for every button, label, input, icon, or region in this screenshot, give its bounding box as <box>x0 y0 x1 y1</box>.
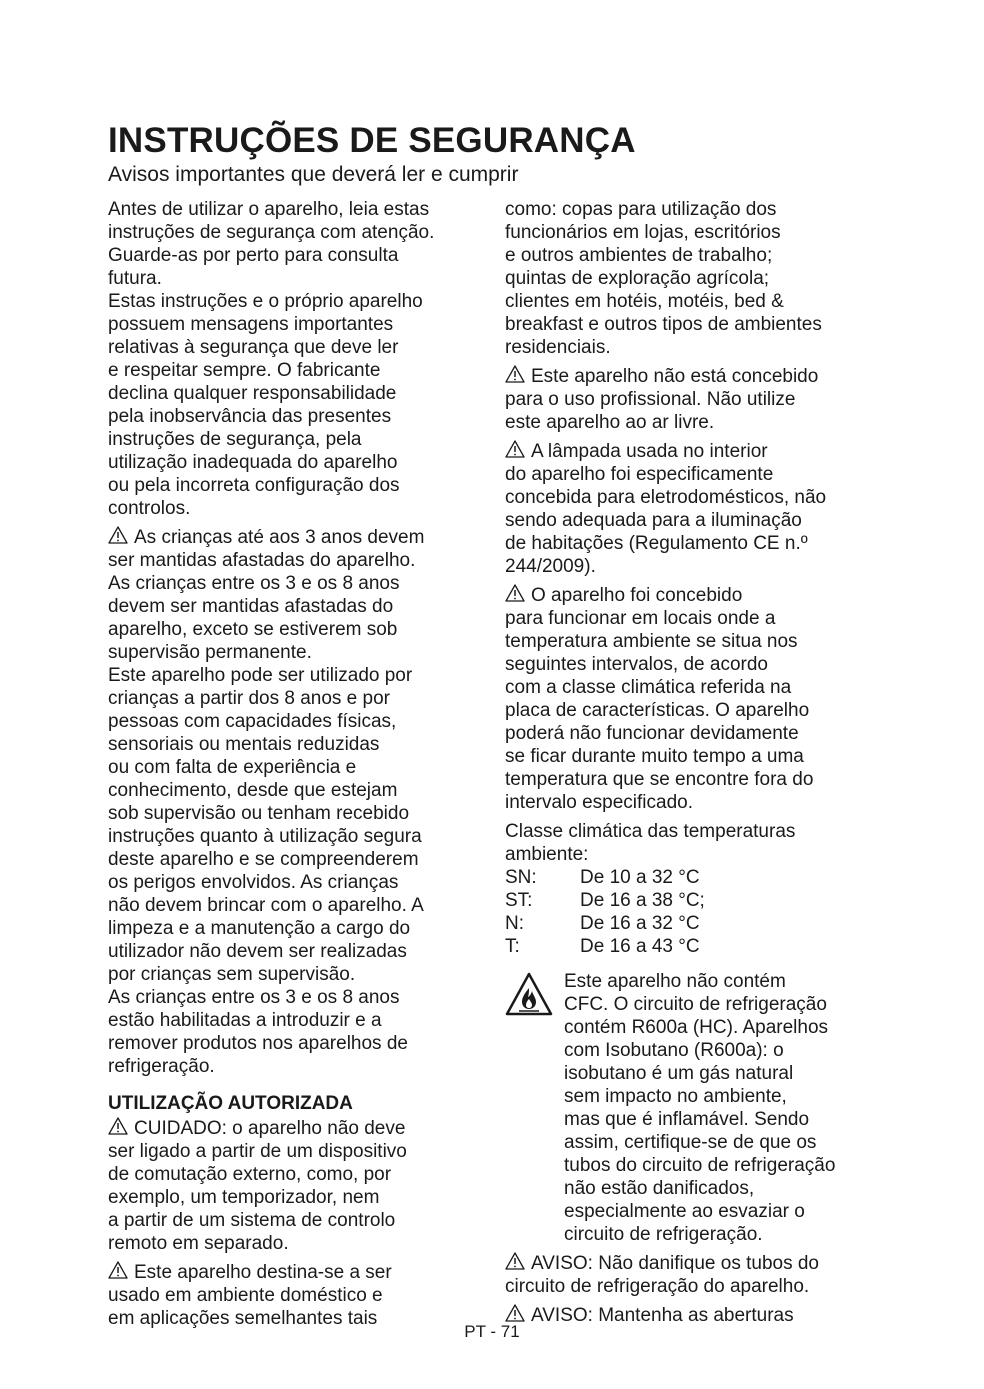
text-line: poderá não funcionar devidamente <box>505 723 799 744</box>
climate-class-code: T: <box>505 936 520 957</box>
text-line: Guarde-as por perto para consulta <box>108 245 399 266</box>
text-line: controlos. <box>108 498 191 519</box>
climate-class-range: De 16 a 32 °C <box>580 913 700 934</box>
warning-triangle-icon <box>505 365 525 383</box>
text-line: declina qualquer responsabilidade <box>108 383 397 404</box>
text-line: os perigos envolvidos. As crianças <box>108 872 399 893</box>
text-line: não devem brincar com o aparelho. A <box>108 895 424 916</box>
temperature-warning <box>505 584 877 814</box>
caution-warning <box>108 1117 480 1255</box>
text-line: temperatura ambiente se situa nos <box>505 631 798 652</box>
warning-triangle-icon <box>108 526 128 544</box>
text-line: pela inobservância das presentes <box>108 406 392 427</box>
text-line: especialmente ao esvaziar o <box>564 1201 805 1222</box>
text-line: de comutação externo, como, por <box>108 1164 392 1185</box>
warning-text: AVISO: Não danifique os tubos do <box>531 1253 819 1274</box>
text-line: para o uso profissional. Não utilize <box>505 389 796 410</box>
text-line: em aplicações semelhantes tais <box>108 1308 378 1329</box>
lamp-warning <box>505 440 877 578</box>
text-line: Estas instruções e o próprio aparelho <box>108 291 423 312</box>
text-line: estão habilitadas a introduzir e a <box>108 1010 382 1031</box>
text-line: remover produtos nos aparelhos de <box>108 1033 408 1054</box>
text-line: limpeza e a manutenção a cargo do <box>108 918 411 939</box>
professional-use-warning <box>505 365 877 434</box>
climate-class-code: ST: <box>505 890 533 911</box>
text-line: 244/2009). <box>505 556 596 577</box>
warning-text: O aparelho foi concebido <box>531 585 743 606</box>
text-line: placa de características. O aparelho <box>505 700 810 721</box>
text-line: possuem mensagens importantes <box>108 314 394 335</box>
text-line: do aparelho foi especificamente <box>505 464 774 485</box>
text-line: aparelho, exceto se estiverem sob <box>108 619 398 640</box>
text-line: Este aparelho pode ser utilizado por <box>108 665 413 686</box>
text-line: ser ligado a partir de um dispositivo <box>108 1141 407 1162</box>
text-line: isobutano é um gás natural <box>564 1063 794 1084</box>
text-line: por crianças sem supervisão. <box>108 964 356 985</box>
text-line: instruções quanto à utilização segura <box>108 826 422 847</box>
text-line: As crianças entre os 3 e os 8 anos <box>108 573 400 594</box>
text-line: usado em ambiente doméstico e <box>108 1285 383 1306</box>
warning-triangle-icon <box>505 1252 525 1270</box>
warning-triangle-icon <box>108 1261 128 1279</box>
climate-class-code: N: <box>505 913 524 934</box>
children-warning <box>108 526 480 1078</box>
text-line: exemplo, um temporizador, nem <box>108 1187 380 1208</box>
warning-text: Este aparelho destina-se a ser <box>134 1262 392 1283</box>
warning-text: Este aparelho não está concebido <box>531 366 819 387</box>
climate-class-section <box>505 820 877 958</box>
text-line: mas que é inflamável. Sendo <box>564 1109 810 1130</box>
page-title: INSTRUÇÕES DE SEGURANÇA <box>108 121 636 160</box>
text-line: clientes em hotéis, motéis, bed & <box>505 291 784 312</box>
warning-text: AVISO: Mantenha as aberturas <box>531 1305 794 1326</box>
text-line: As crianças entre os 3 e os 8 anos <box>108 987 400 1008</box>
text-line: e respeitar sempre. O fabricante <box>108 360 381 381</box>
continuation-paragraph <box>505 198 877 359</box>
text-line: temperatura que se encontre fora do <box>505 769 814 790</box>
text-line: como: copas para utilização dos <box>505 199 777 220</box>
warning-triangle-icon <box>505 1304 525 1322</box>
text-line: deste aparelho e se compreenderem <box>108 849 419 870</box>
text-line: remoto em separado. <box>108 1233 289 1254</box>
text-line: e outros ambientes de trabalho; <box>505 245 773 266</box>
intro-paragraph <box>108 198 480 520</box>
text-line: assim, certifique-se de que os <box>564 1132 817 1153</box>
text-line: futura. <box>108 268 162 289</box>
climate-class-code: SN: <box>505 867 537 888</box>
text-line: de habitações (Regulamento CE n.º <box>505 533 808 554</box>
climate-class-range: De 10 a 32 °C <box>580 867 700 888</box>
text-line: concebida para eletrodomésticos, não <box>505 487 827 508</box>
text-line: este aparelho ao ar livre. <box>505 412 715 433</box>
text-line: Classe climática das temperaturas <box>505 821 796 842</box>
climate-class-row <box>505 866 877 889</box>
text-line: funcionários em lojas, escritórios <box>505 222 781 243</box>
climate-class-row <box>505 889 877 912</box>
text-line: ser mantidas afastadas do aparelho. <box>108 550 416 571</box>
text-line: tubos do circuito de refrigeração <box>564 1155 836 1176</box>
text-line: Este aparelho não contém <box>564 971 786 992</box>
text-line: instruções de segurança com atenção. <box>108 222 435 243</box>
text-line: CFC. O circuito de refrigeração <box>564 994 827 1015</box>
domestic-use-warning <box>108 1261 480 1330</box>
text-line: circuito de refrigeração do aparelho. <box>505 1276 810 1297</box>
warning-triangle-icon <box>108 1117 128 1135</box>
text-line: sendo adequada para a iluminação <box>505 510 802 531</box>
text-line: com a classe climática referida na <box>505 677 792 698</box>
climate-class-row <box>505 935 877 958</box>
text-line: utilizador não devem ser realizadas <box>108 941 407 962</box>
section-heading: UTILIZAÇÃO AUTORIZADA <box>108 1093 353 1114</box>
text-line: pessoas com capacidades físicas, <box>108 711 397 732</box>
left-column <box>108 198 480 1330</box>
text-line: sem impacto no ambiente, <box>564 1086 787 1107</box>
text-line: instruções de segurança, pela <box>108 429 362 450</box>
text-line: Antes de utilizar o aparelho, leia estas <box>108 199 430 220</box>
climate-class-range: De 16 a 38 °C; <box>580 890 705 911</box>
text-line: sob supervisão ou tenham recebido <box>108 803 410 824</box>
text-line: conhecimento, desde que estejam <box>108 780 398 801</box>
text-line: supervisão permanente. <box>108 642 312 663</box>
text-line: utilização inadequada do aparelho <box>108 452 398 473</box>
text-line: se ficar durante muito tempo a uma <box>505 746 804 767</box>
text-line: circuito de refrigeração. <box>564 1224 763 1245</box>
text-line: refrigeração. <box>108 1056 215 1077</box>
text-line: breakfast e outros tipos de ambientes <box>505 314 822 335</box>
text-line: devem ser mantidas afastadas do <box>108 596 394 617</box>
flammable-warning-icon <box>505 972 553 1016</box>
warning-text: A lâmpada usada no interior <box>531 441 768 462</box>
text-line: não estão danificados, <box>564 1178 755 1199</box>
page-subtitle: Avisos importantes que deverá ler e cumprir <box>108 163 519 186</box>
page-number: PT - 71 <box>464 1322 520 1341</box>
text-line: quintas de exploração agrícola; <box>505 268 770 289</box>
text-line: contém R600a (HC). Aparelhos <box>564 1017 829 1038</box>
text-line: a partir de um sistema de controlo <box>108 1210 396 1231</box>
text-line: ambiente: <box>505 844 589 865</box>
text-line: ou pela incorreta configuração dos <box>108 475 400 496</box>
warning-triangle-icon <box>505 440 525 458</box>
warning-text: As crianças até aos 3 anos devem <box>134 527 425 548</box>
text-line: com Isobutano (R600a): o <box>564 1040 784 1061</box>
text-line: seguintes intervalos, de acordo <box>505 654 768 675</box>
climate-class-range: De 16 a 43 °C <box>580 936 700 957</box>
text-line: ou com falta de experiência e <box>108 757 357 778</box>
text-line: sensoriais ou mentais reduzidas <box>108 734 380 755</box>
text-line: intervalo especificado. <box>505 792 693 813</box>
refrigerant-warning <box>505 970 877 1246</box>
text-line: residenciais. <box>505 337 611 358</box>
right-column <box>505 198 877 1327</box>
text-line: relativas à segurança que deve ler <box>108 337 399 358</box>
climate-class-row <box>505 912 877 935</box>
text-line: crianças a partir dos 8 anos e por <box>108 688 390 709</box>
warning-triangle-icon <box>505 584 525 602</box>
pipes-warning <box>505 1252 877 1298</box>
text-line: para funcionar em locais onde a <box>505 608 776 629</box>
warning-text: CUIDADO: o aparelho não deve <box>134 1118 406 1139</box>
